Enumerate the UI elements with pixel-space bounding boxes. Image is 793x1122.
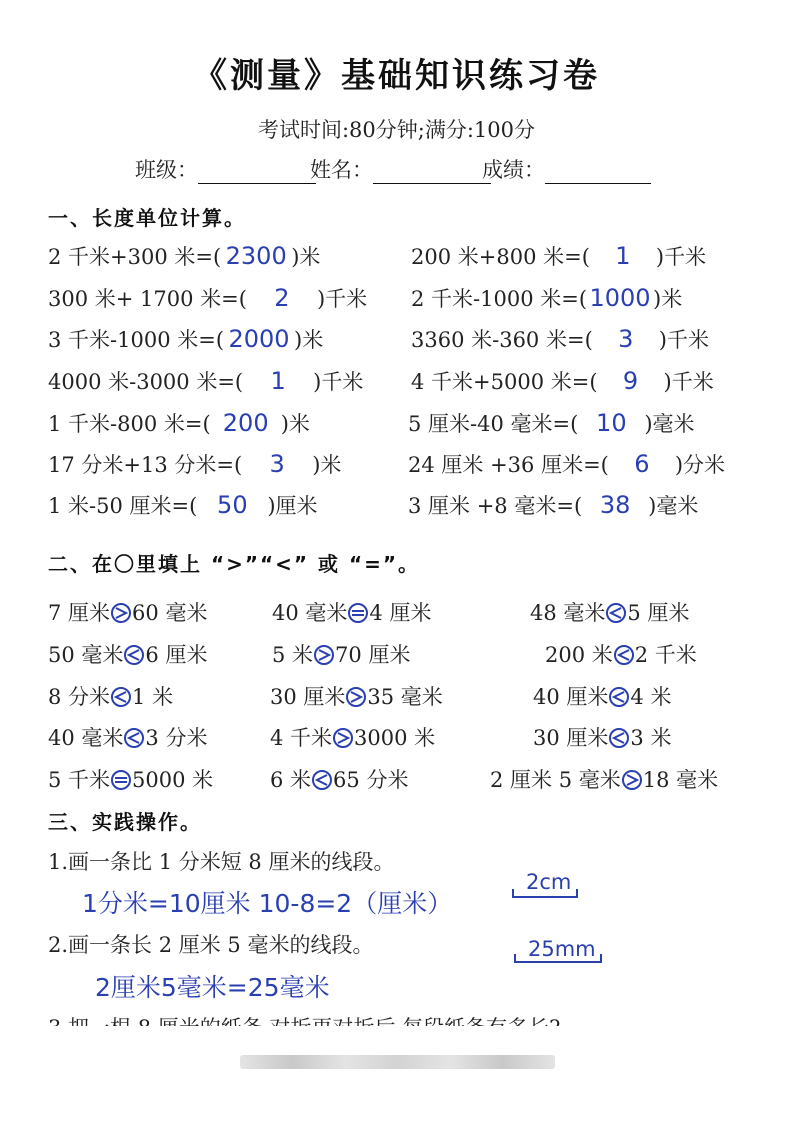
answer-blank[interactable]: 1000	[589, 284, 651, 312]
equals-circle[interactable]	[348, 603, 368, 623]
compare-question	[48, 764, 213, 794]
question-text: 4 千米+5000 米=(	[411, 370, 598, 394]
calc-question-l	[48, 324, 323, 354]
compare-left: 30 厘米	[270, 685, 346, 709]
calc-question-r	[408, 490, 698, 520]
less-than-circle[interactable]	[614, 645, 634, 665]
less-than-circle[interactable]	[124, 728, 144, 748]
calc-question-r	[411, 283, 682, 313]
answer-blank[interactable]: 2300	[225, 242, 287, 270]
calc-question-r	[411, 366, 714, 396]
calc-question-l	[48, 490, 318, 520]
compare-left: 48 毫米	[530, 601, 606, 625]
question-text: 3 千米-1000 米=(	[48, 328, 225, 352]
calc-question-r	[411, 324, 709, 354]
calc-question-r	[408, 449, 725, 479]
practice-question-2: 2.画一条长 2 厘米 5 毫米的线段。	[48, 933, 374, 957]
compare-question	[48, 722, 207, 752]
less-than-circle[interactable]	[124, 645, 144, 665]
compare-right: 1 米	[132, 685, 174, 709]
name-blank[interactable]	[373, 157, 491, 184]
compare-question	[270, 681, 443, 711]
question-text: 2 千米-1000 米=(	[411, 287, 588, 311]
section3-heading: 三、实践操作。	[48, 810, 202, 834]
question-unit: )毫米	[644, 412, 695, 436]
greater-than-circle[interactable]	[314, 645, 334, 665]
calc-question-r	[411, 241, 706, 271]
compare-right: 65 分米	[333, 768, 409, 792]
section1-heading: 一、长度单位计算。	[48, 206, 246, 230]
question-unit: )米	[291, 245, 321, 269]
compare-right: 70 厘米	[335, 643, 411, 667]
answer-blank[interactable]: 38	[599, 491, 631, 519]
question-text: 3 厘米 +8 毫米=(	[408, 494, 583, 518]
calc-question-l	[48, 408, 310, 438]
calc-question-r	[408, 408, 695, 438]
compare-right: 6 厘米	[145, 643, 208, 667]
question-unit: )千米	[316, 287, 368, 311]
compare-left: 40 厘米	[533, 685, 609, 709]
segment-25mm-label: 25mm	[528, 937, 596, 961]
compare-question	[533, 722, 671, 752]
compare-left: 30 厘米	[533, 726, 609, 750]
question-text: 5 厘米-40 毫米=(	[408, 412, 579, 436]
question-text: 1 米-50 厘米=(	[48, 494, 198, 518]
question-unit: )厘米	[267, 494, 318, 518]
compare-left: 8 分米	[48, 685, 111, 709]
compare-left: 40 毫米	[272, 601, 348, 625]
answer-blank[interactable]: 10	[596, 409, 627, 437]
segment-2cm-label: 2cm	[526, 870, 572, 894]
question-unit: )米	[294, 328, 324, 352]
question-text: 300 米+ 1700 米=(	[48, 287, 247, 311]
question-unit: )毫米	[648, 494, 699, 518]
score-field	[482, 154, 651, 184]
compare-question	[272, 639, 410, 669]
page-title: 《测量》基础知识练习卷	[193, 56, 600, 96]
question-unit: )千米	[655, 245, 707, 269]
less-than-circle[interactable]	[609, 728, 629, 748]
less-than-circle[interactable]	[606, 603, 626, 623]
answer-blank[interactable]: 200	[222, 409, 269, 437]
compare-right: 3000 米	[354, 726, 436, 750]
question-text: 1 千米-800 米=(	[48, 412, 211, 436]
compare-right: 18 毫米	[642, 768, 719, 792]
compare-right: 60 毫米	[132, 601, 208, 625]
question-unit: )米	[653, 287, 683, 311]
compare-left: 2 厘米 5 毫米	[490, 768, 621, 792]
practice-answer-1: 1分米=10厘米 10-8=2（厘米）	[82, 889, 453, 918]
question-text: 24 厘米 +36 厘米=(	[408, 453, 609, 477]
name-field	[310, 154, 491, 184]
watermark-bar	[240, 1055, 555, 1069]
greater-than-circle[interactable]	[346, 687, 366, 707]
greater-than-circle[interactable]	[622, 770, 642, 790]
less-than-circle[interactable]	[312, 770, 332, 790]
answer-blank[interactable]: 2000	[228, 325, 290, 353]
name-label: 姓名：	[310, 158, 373, 182]
question-text: 4000 米-3000 米=(	[48, 370, 244, 394]
compare-right: 2 千米	[634, 643, 697, 667]
answer-blank[interactable]: 50	[217, 491, 248, 519]
answer-blank[interactable]: 1	[270, 367, 286, 395]
compare-right: 4 厘米	[369, 601, 432, 625]
class-field	[135, 154, 316, 184]
compare-right: 5000 米	[132, 768, 214, 792]
calc-question-l	[48, 366, 363, 396]
calc-question-l	[48, 449, 341, 479]
answer-blank[interactable]: 3	[269, 450, 285, 478]
compare-right: 3 米	[630, 726, 672, 750]
less-than-circle[interactable]	[609, 687, 629, 707]
class-blank[interactable]	[198, 157, 316, 184]
compare-question	[530, 597, 689, 627]
compare-right: 35 毫米	[367, 685, 443, 709]
section2-heading: 二、在〇里填上 “>”“<” 或 “=”。	[48, 552, 421, 576]
compare-question	[270, 722, 435, 752]
compare-left: 50 毫米	[48, 643, 124, 667]
question-unit: )米	[312, 453, 342, 477]
answer-blank[interactable]: 9	[622, 367, 639, 395]
less-than-circle[interactable]	[111, 687, 131, 707]
compare-left: 4 千米	[270, 726, 333, 750]
compare-question	[48, 639, 207, 669]
equals-circle[interactable]	[111, 770, 131, 790]
compare-right: 4 米	[630, 685, 672, 709]
question-text: 3360 米-360 米=(	[411, 328, 593, 352]
calc-question-l	[48, 283, 367, 313]
question-text: 200 米+800 米=(	[411, 245, 590, 269]
question-unit: )千米	[663, 370, 714, 394]
calc-question-l	[48, 241, 320, 271]
compare-right: 5 厘米	[627, 601, 690, 625]
practice-question-1: 1.画一条比 1 分米短 8 厘米的线段。	[48, 850, 395, 874]
compare-left: 7 厘米	[48, 601, 111, 625]
compare-question	[545, 639, 697, 669]
compare-question	[48, 597, 207, 627]
exam-info: 考试时间:80分钟;满分:100分	[257, 118, 536, 142]
class-label: 班级：	[135, 158, 198, 182]
compare-left: 5 千米	[48, 768, 111, 792]
question-unit: )千米	[658, 328, 709, 352]
compare-left: 200 米	[545, 643, 613, 667]
answer-blank[interactable]: 1	[615, 242, 631, 270]
practice-answer-2: 2厘米5毫米=25毫米	[95, 973, 330, 1002]
compare-left: 6 米	[270, 768, 312, 792]
score-blank[interactable]	[545, 157, 651, 184]
compare-right: 3 分米	[145, 726, 208, 750]
compare-question	[533, 681, 671, 711]
compare-question	[272, 597, 431, 627]
answer-blank[interactable]: 2	[274, 284, 290, 312]
answer-blank[interactable]: 6	[634, 450, 650, 478]
question-unit: )米	[280, 412, 310, 436]
question-unit: )千米	[313, 370, 364, 394]
score-label: 成绩：	[482, 158, 545, 182]
compare-question	[48, 681, 173, 711]
question-text: 2 千米+300 米=(	[48, 245, 222, 269]
question-text: 17 分米+13 分米=(	[48, 453, 243, 477]
greater-than-circle[interactable]	[111, 603, 131, 623]
greater-than-circle[interactable]	[333, 728, 353, 748]
answer-blank[interactable]: 3	[618, 325, 634, 353]
compare-left: 5 米	[272, 643, 314, 667]
question-unit: )分米	[674, 453, 726, 477]
compare-left: 40 毫米	[48, 726, 124, 750]
compare-question	[270, 764, 408, 794]
compare-question	[490, 764, 718, 794]
